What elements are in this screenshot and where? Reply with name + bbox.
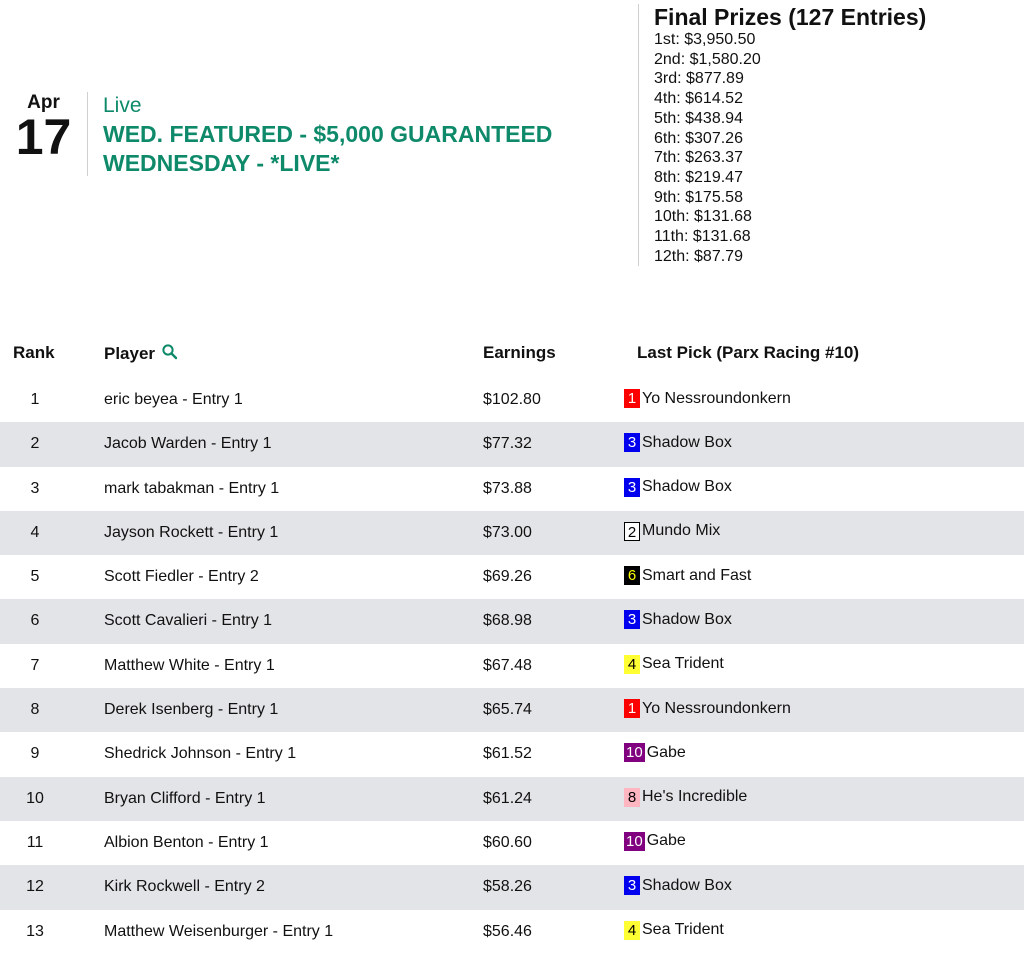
earnings-cell: $67.48 — [483, 656, 532, 674]
player-cell[interactable]: Jacob Warden - Entry 1 — [104, 435, 272, 453]
post-position-badge: 4 — [624, 655, 640, 674]
table-row[interactable] — [0, 688, 1024, 732]
event-date — [0, 92, 87, 165]
last-pick-cell — [624, 478, 732, 497]
table-row[interactable] — [0, 467, 1024, 511]
earnings-cell: $77.32 — [483, 435, 532, 453]
earnings-cell: $56.46 — [483, 922, 532, 940]
player-cell[interactable]: Scott Cavalieri - Entry 1 — [104, 612, 273, 630]
table-row[interactable] — [0, 777, 1024, 821]
leaderboard-rows — [0, 378, 1024, 954]
earnings-cell: $68.98 — [483, 612, 532, 630]
player-cell[interactable]: Jayson Rockett - Entry 1 — [104, 523, 279, 541]
table-row[interactable] — [0, 511, 1024, 555]
last-pick-header: Last Pick (Parx Racing #10) — [637, 343, 860, 362]
event-title[interactable] — [103, 120, 623, 178]
event-info — [103, 94, 623, 178]
rank-cell: 8 — [30, 701, 40, 719]
event-title-line-1: WED. FEATURED - $5,000 GUARANTEED — [103, 121, 553, 147]
post-position-badge: 3 — [624, 876, 640, 895]
rank-header: Rank — [13, 343, 55, 362]
prizes-title: Final Prizes (127 Entries) — [654, 4, 927, 30]
rank-cell: 10 — [26, 789, 44, 807]
date-month: Apr — [27, 92, 60, 113]
horse-name: Gabe — [646, 743, 686, 761]
rank-cell: 13 — [26, 922, 44, 940]
table-row[interactable] — [0, 555, 1024, 599]
prize-item: 6th: $307.26 — [654, 129, 743, 147]
horse-name: Sea Trident — [642, 921, 724, 939]
prize-item: 11th: $131.68 — [654, 228, 751, 246]
earnings-cell: $65.74 — [483, 701, 532, 719]
player-cell[interactable]: eric beyea - Entry 1 — [104, 391, 243, 408]
earnings-cell: $60.60 — [483, 833, 532, 851]
prize-list — [654, 30, 926, 266]
last-pick-cell — [624, 699, 791, 718]
last-pick-cell — [624, 876, 732, 895]
table-row[interactable] — [0, 821, 1024, 865]
player-cell[interactable]: Derek Isenberg - Entry 1 — [104, 701, 279, 719]
date-day: 17 — [15, 109, 72, 165]
player-cell[interactable]: Bryan Clifford - Entry 1 — [104, 789, 266, 807]
horse-name: Shadow Box — [642, 433, 732, 451]
prize-item: 10th: $131.68 — [654, 208, 752, 226]
horse-name: He's Incredible — [642, 788, 748, 806]
post-position-badge: 3 — [624, 610, 640, 629]
prizes-divider — [638, 4, 639, 266]
last-pick-cell — [624, 522, 720, 541]
earnings-cell: $73.00 — [483, 523, 532, 541]
prize-item: 9th: $175.58 — [654, 188, 743, 206]
rank-cell: 3 — [30, 479, 40, 497]
player-cell[interactable]: mark tabakman - Entry 1 — [104, 479, 280, 497]
player-cell[interactable]: Scott Fiedler - Entry 2 — [104, 568, 259, 586]
horse-name: Mundo Mix — [642, 522, 721, 540]
date-divider — [87, 92, 88, 176]
horse-name: Smart and Fast — [642, 566, 752, 584]
rank-cell: 12 — [26, 878, 44, 896]
table-row[interactable] — [0, 644, 1024, 688]
horse-name: Shadow Box — [642, 610, 732, 628]
search-icon[interactable] — [161, 343, 179, 361]
table-row[interactable] — [0, 378, 1024, 422]
rank-cell: 9 — [30, 745, 40, 763]
post-position-badge: 6 — [624, 566, 640, 585]
post-position-badge: 8 — [624, 788, 640, 807]
player-header-label: Player — [104, 344, 156, 363]
leaderboard-header — [0, 333, 1024, 373]
prize-item: 4th: $614.52 — [654, 90, 743, 108]
prize-item: 12th: $87.79 — [654, 247, 743, 265]
table-row[interactable] — [0, 422, 1024, 466]
last-pick-cell — [624, 832, 686, 851]
last-pick-cell — [624, 389, 791, 408]
table-row[interactable] — [0, 732, 1024, 776]
prize-item: 2nd: $1,580.20 — [654, 50, 761, 68]
prize-item: 5th: $438.94 — [654, 109, 743, 127]
horse-name: Yo Nessroundonkern — [642, 699, 791, 717]
last-pick-cell — [624, 566, 751, 585]
rank-cell: 4 — [30, 523, 40, 541]
event-status: Live — [103, 94, 142, 117]
earnings-cell: $61.52 — [483, 745, 532, 763]
rank-cell: 5 — [30, 568, 40, 586]
earnings-cell: $58.26 — [483, 878, 532, 896]
rank-cell: 2 — [30, 435, 40, 453]
prize-item: 8th: $219.47 — [654, 168, 743, 186]
earnings-cell: $102.80 — [483, 391, 541, 408]
player-cell[interactable]: Matthew White - Entry 1 — [104, 656, 275, 674]
rank-cell: 6 — [30, 612, 40, 630]
post-position-badge: 10 — [626, 832, 643, 850]
post-position-badge: 1 — [624, 389, 640, 408]
post-position-badge: 3 — [624, 478, 640, 497]
horse-name: Shadow Box — [642, 478, 732, 496]
post-position-badge: 3 — [624, 433, 640, 452]
player-header — [104, 343, 179, 364]
horse-name: Yo Nessroundonkern — [642, 389, 791, 407]
prize-item: 3rd: $877.89 — [654, 70, 744, 88]
player-cell[interactable]: Matthew Weisenburger - Entry 1 — [104, 922, 334, 940]
earnings-cell: $61.24 — [483, 789, 532, 807]
rank-cell: 11 — [26, 833, 44, 851]
rank-cell: 7 — [30, 656, 40, 674]
table-row[interactable] — [0, 910, 1024, 954]
last-pick-cell — [624, 655, 724, 674]
player-cell[interactable]: Shedrick Johnson - Entry 1 — [104, 745, 297, 763]
last-pick-cell — [624, 743, 686, 762]
rank-cell: 1 — [30, 391, 40, 408]
horse-name: Sea Trident — [642, 655, 724, 673]
post-position-badge: 4 — [624, 921, 640, 940]
table-row[interactable] — [0, 599, 1024, 643]
last-pick-cell — [624, 610, 732, 629]
event-title-line-2: WEDNESDAY - *LIVE* — [103, 150, 340, 176]
table-row[interactable] — [0, 865, 1024, 909]
post-position-badge: 10 — [626, 744, 643, 762]
horse-name: Gabe — [646, 832, 686, 850]
earnings-header: Earnings — [483, 343, 556, 362]
post-position-badge: 2 — [624, 522, 640, 541]
last-pick-cell — [624, 921, 724, 940]
horse-name: Shadow Box — [642, 876, 732, 894]
final-prizes — [654, 4, 926, 266]
prize-item: 1st: $3,950.50 — [654, 31, 756, 48]
player-cell[interactable]: Albion Benton - Entry 1 — [104, 833, 269, 851]
last-pick-cell — [624, 433, 732, 452]
prize-item: 7th: $263.37 — [654, 149, 743, 167]
earnings-cell: $73.88 — [483, 479, 532, 497]
post-position-badge: 1 — [624, 699, 640, 718]
last-pick-cell — [624, 788, 747, 807]
player-cell[interactable]: Kirk Rockwell - Entry 2 — [104, 878, 265, 896]
earnings-cell: $69.26 — [483, 568, 532, 586]
